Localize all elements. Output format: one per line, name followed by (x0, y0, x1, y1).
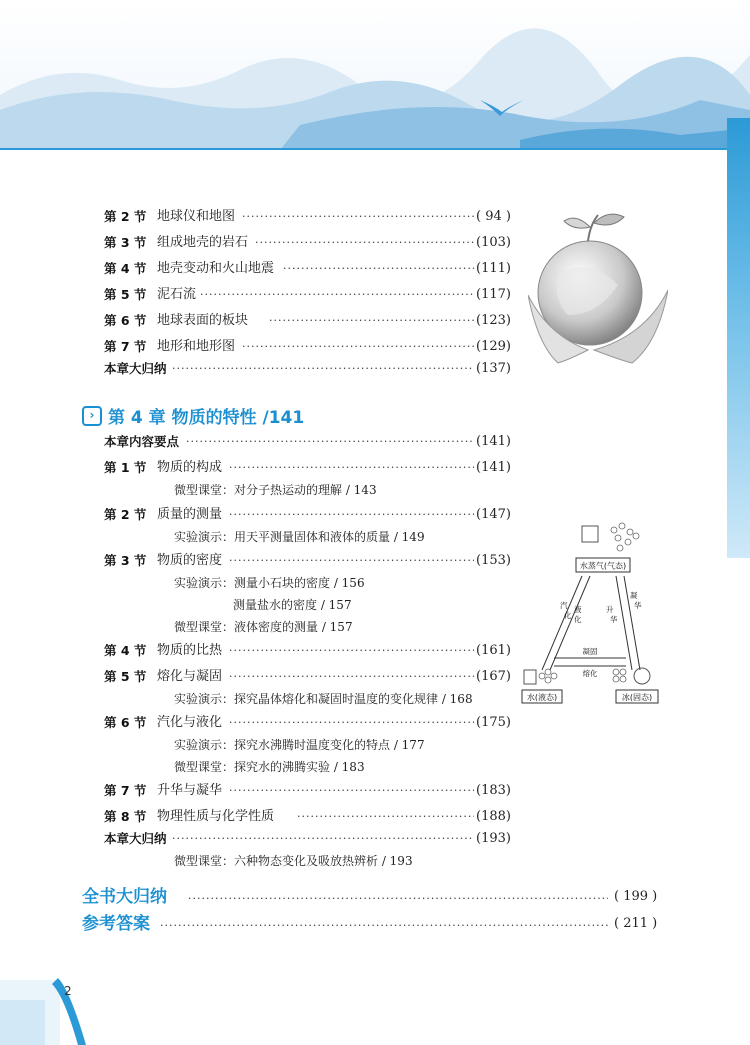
leader-dots (229, 640, 474, 662)
leader-dots (283, 258, 474, 280)
page-ref: (147) (476, 507, 511, 522)
chapter-title: 第 4 章 物质的特性 /141 (108, 408, 305, 428)
section-title: 熔化与凝固 (157, 669, 223, 684)
page-ref: (123) (476, 313, 511, 328)
beaker-icon (582, 526, 598, 542)
chapter-4-heading[interactable] (82, 405, 304, 431)
liquid-label: 水(液态) (526, 693, 558, 702)
phase-change-diagram (520, 520, 660, 705)
leader-dots (242, 206, 474, 228)
leader-dots (188, 886, 608, 912)
page-number: 2 (64, 984, 72, 998)
leader-dots (229, 550, 474, 572)
liquefy-label: 液化 (574, 605, 582, 624)
answers-label: 参考答案 (82, 914, 150, 934)
subitem-text: 微型课堂：六种物态变化及吸放热辨析 / 193 (174, 854, 413, 868)
leader-dots (229, 712, 474, 734)
section-number: 第 6 节 (104, 313, 147, 328)
subitem-text: 实验演示：探究水沸腾时温度变化的特点 / 177 (174, 738, 425, 752)
section-number: 第 3 节 (104, 235, 147, 250)
page-ref: (111) (476, 261, 511, 276)
subitem-text: 微型课堂：探究水的沸腾实验 / 183 (174, 760, 365, 774)
subitem-text: 微型课堂：液体密度的测量 / 157 (174, 620, 353, 634)
page-ref: (193) (476, 831, 511, 846)
section-title: 泥石流 (157, 287, 197, 302)
sublimate-label: 升华 (606, 605, 618, 624)
leader-dots (255, 232, 474, 254)
section-title: 汽化与液化 (157, 715, 223, 730)
liquid-molecules-icon (539, 669, 557, 683)
leader-dots (160, 913, 608, 939)
book-summary-label: 全书大归纳 (82, 887, 167, 907)
subitem-text: 实验演示：测量小石块的密度 / 156 (174, 576, 365, 590)
leader-dots (229, 666, 474, 688)
summary-label: 本章大归纳 (104, 361, 167, 376)
section-title: 物理性质与化学性质 (157, 809, 275, 824)
section-number: 第 2 节 (104, 507, 147, 522)
page-ref: (141) (476, 434, 511, 449)
section-title: 物质的密度 (157, 553, 223, 568)
subitem-text: 实验演示：用天平测量固体和液体的质量 / 149 (174, 530, 425, 544)
subitem-text: 测量盐水的密度 / 157 (233, 598, 352, 612)
leader-dots (229, 504, 474, 526)
leader-dots (186, 431, 474, 453)
page-ref: (129) (476, 339, 511, 354)
leader-dots (297, 806, 474, 828)
deposit-label: 凝华 (630, 591, 642, 610)
leader-dots (229, 780, 474, 802)
vaporize-label: 汽化 (560, 601, 572, 620)
section-title: 地球表面的板块 (157, 313, 249, 328)
section-title: 物质的比热 (157, 643, 223, 658)
ice-container-icon (634, 668, 650, 684)
page-ref: (175) (476, 715, 511, 730)
leader-dots (172, 828, 474, 850)
page-ref: (167) (476, 669, 511, 684)
globe-hands-illustration (528, 205, 668, 365)
page-ref: (161) (476, 643, 511, 658)
subitem-text: 微型课堂：对分子热运动的理解 / 143 (174, 483, 377, 497)
section-title: 地壳变动和火山地震 (157, 261, 275, 276)
freeze-label: 凝固 (582, 647, 598, 656)
section-number: 第 8 节 (104, 809, 147, 824)
header-banner (0, 0, 750, 150)
leader-dots (269, 310, 474, 332)
page-ref: (103) (476, 235, 511, 250)
key-points-label: 本章内容要点 (104, 434, 180, 449)
section-title: 升华与凝华 (157, 783, 223, 798)
leader-dots (172, 358, 474, 380)
section-number: 第 7 节 (104, 783, 147, 798)
section-number: 第 4 节 (104, 261, 147, 276)
gas-molecules-icon (611, 523, 639, 551)
subitem-text: 实验演示：探究晶体熔化和凝固时温度的变化规律 / 168 (174, 692, 473, 706)
section-title: 组成地壳的岩石 (157, 235, 249, 250)
solid-label: 冰(固态) (621, 693, 653, 702)
leader-dots (242, 336, 474, 358)
section-title: 质量的测量 (157, 507, 223, 522)
page-ref: ( 94 ) (476, 209, 511, 224)
section-number: 第 6 节 (104, 715, 147, 730)
page-ref: (183) (476, 783, 511, 798)
corner-decoration (0, 960, 110, 1045)
section-number: 第 5 节 (104, 287, 147, 302)
leader-dots (229, 457, 474, 479)
section-number: 第 4 节 (104, 643, 147, 658)
solid-molecules-icon (613, 669, 626, 682)
page-ref: ( 199 ) (614, 889, 658, 904)
chevron-right-icon: › (82, 406, 102, 426)
section-number: 第 3 节 (104, 553, 147, 568)
page-ref: ( 211 ) (614, 916, 658, 931)
melt-label: 熔化 (582, 669, 598, 678)
page-ref: (141) (476, 460, 511, 475)
page-ref: (117) (476, 287, 511, 302)
section-title: 物质的构成 (157, 460, 223, 475)
page-ref: (137) (476, 361, 511, 376)
section-title: 地形和地形图 (157, 339, 236, 354)
section-number: 第 5 节 (104, 669, 147, 684)
section-number: 第 7 节 (104, 339, 147, 354)
leader-dots (200, 284, 474, 306)
section-title: 地球仪和地图 (157, 209, 236, 224)
header-rule (0, 148, 730, 150)
liquid-beaker-icon (524, 670, 536, 684)
page-ref: (188) (476, 809, 511, 824)
summary-label: 本章大归纳 (104, 831, 167, 846)
section-number: 第 2 节 (104, 209, 147, 224)
gas-label: 水蒸气(气态) (579, 561, 627, 571)
page-ref: (153) (476, 553, 511, 568)
side-tab (727, 118, 750, 558)
section-number: 第 1 节 (104, 460, 147, 475)
